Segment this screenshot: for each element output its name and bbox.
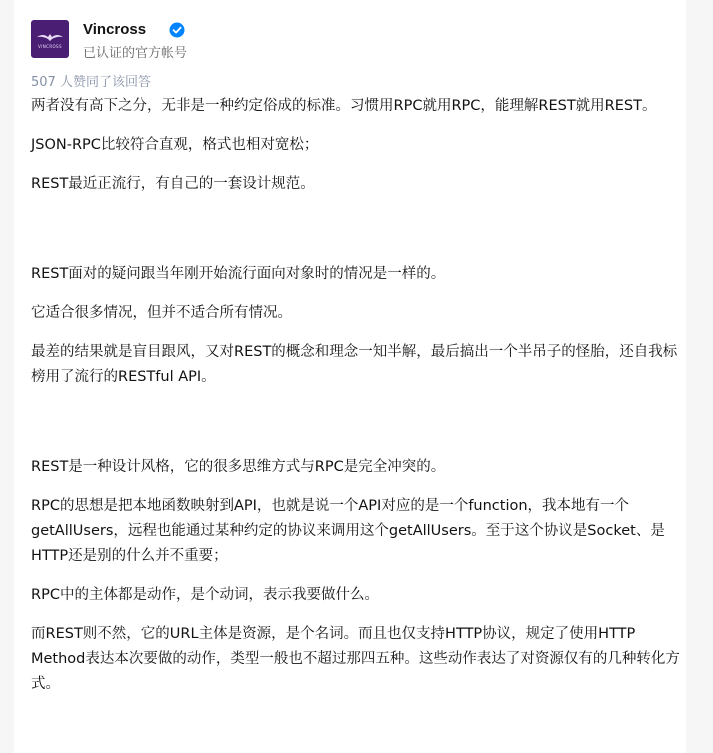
answer-card (14, 0, 686, 753)
paragraph: JSON-RPC比较符合直观，格式也相对宽松； (31, 137, 319, 153)
paragraph: RPC的思想是把本地函数映射到API，也就是说一个API对应的是一个function，我本地有一个getAllUsers，远程也能通过某种约定的协议来调用这个getAllUsers。至于这个协议是Socket、是HTTP还是别的什么并不重要； (31, 498, 665, 564)
author-name[interactable]: Vincross (83, 21, 147, 38)
avatar[interactable] (31, 20, 69, 58)
paragraph: RPC中的主体都是动作，是个动词，表示我要做什么。 (31, 587, 379, 603)
paragraph: 而REST则不然，它的URL主体是资源，是个名词。而且也仅支持HTTP协议，规定了使用HTTP Method表达本次要做的动作，类型一般也不超过那四五种。这些动作表达了对资源仅有的几种转化方式。 (31, 626, 680, 692)
verified-badge-icon (169, 22, 185, 38)
avatar-text: VINCROSS (38, 44, 62, 49)
paragraph-spacer (31, 404, 681, 455)
paragraph: REST是一种设计风格，它的很多思维方式与RPC是完全冲突的。 (31, 459, 446, 475)
paragraph: REST最近正流行，有自己的一套设计规范。 (31, 176, 315, 192)
answer-content (31, 94, 681, 711)
paragraph: REST面对的疑问跟当年刚开始流行面向对象时的情况是一样的。 (31, 266, 446, 282)
paragraph: 它适合很多情况，但并不适合所有情况。 (31, 305, 292, 321)
vote-count: 507 人赞同了该回答 (31, 75, 151, 90)
verified-label: 已认证的官方帐号 (83, 46, 188, 61)
paragraph: 两者没有高下之分，无非是一种约定俗成的标准。习惯用RPC就用RPC，能理解REST就用REST。 (31, 98, 657, 114)
vincross-logo-icon (31, 20, 69, 58)
paragraph: 最差的结果就是盲目跟风，又对REST的概念和理念一知半解，最后搞出一个半吊子的怪胎，还自我标榜用了流行的RESTful API。 (31, 344, 678, 385)
paragraph-spacer (31, 211, 681, 262)
